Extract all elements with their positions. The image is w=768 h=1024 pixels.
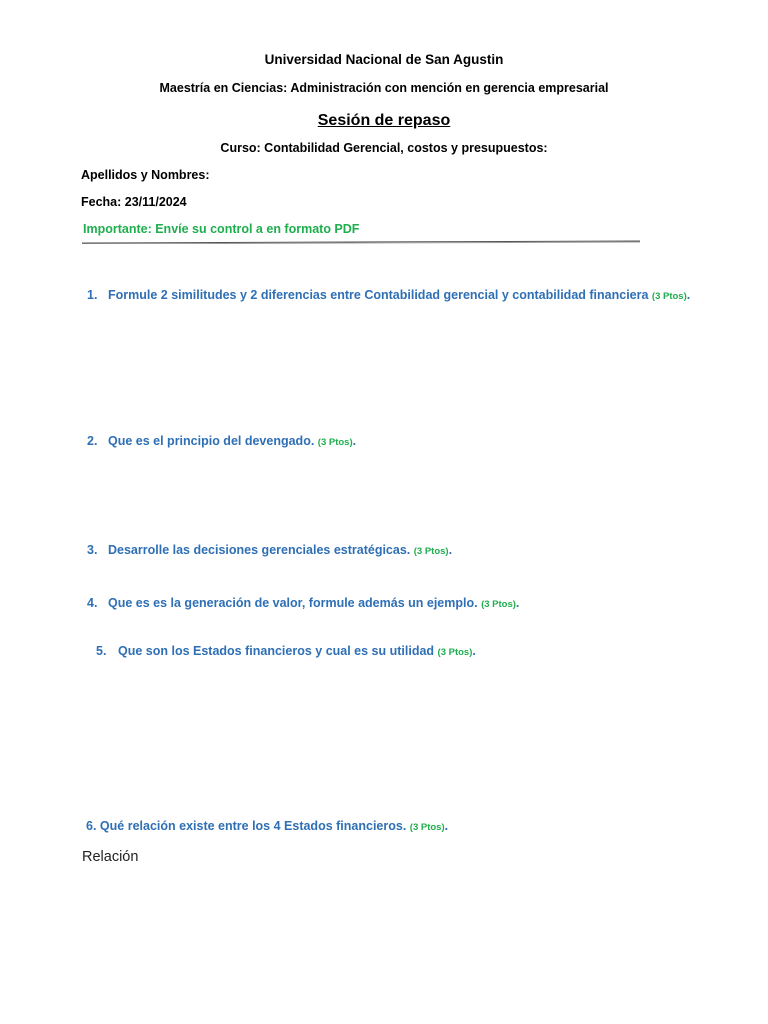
question-end: . [472, 644, 476, 658]
question-points: (3 Ptos) [481, 599, 516, 610]
course-name: Curso: Contabilidad Gerencial, costos y presupuestos: [220, 141, 548, 155]
question-points: (3 Ptos) [413, 546, 449, 557]
university-name: Universidad Nacional de San Agustin [264, 52, 504, 67]
question-end: . [444, 819, 449, 833]
question-5 [96, 644, 476, 658]
question-text: Que es el principio del devengado. [108, 434, 315, 448]
question-end: . [686, 288, 691, 302]
question-number: 4. [87, 596, 98, 610]
question-text: Desarrolle las decisiones gerenciales estratégicas. [108, 543, 411, 557]
question-end: . [448, 543, 453, 557]
question-points: (3 Ptos) [437, 647, 473, 658]
question-number: 6. [86, 819, 97, 833]
date-field: Fecha: 23/11/2024 [81, 195, 187, 209]
question-text: Qué relación existe entre los 4 Estados financieros. [99, 819, 407, 833]
header-divider [82, 240, 640, 244]
question-end: . [515, 596, 520, 610]
question-end: . [352, 434, 357, 448]
names-field-label: Apellidos y Nombres: [81, 168, 210, 182]
question-2 [87, 434, 356, 448]
question-text: Que son los Estados financieros y cual es su utilidad [118, 644, 435, 658]
question-points: (3 Ptos) [651, 291, 687, 302]
question-3 [87, 543, 452, 557]
question-1 [87, 288, 690, 302]
question-6 [86, 819, 448, 833]
question-points: (3 Ptos) [409, 822, 445, 833]
important-notice: Importante: Envíe su control a en formato PDF [83, 222, 360, 236]
question-number: 2. [87, 434, 98, 448]
question-number: 3. [87, 543, 98, 557]
question-text: Que es es la generación de valor, formule además un ejemplo. [108, 596, 478, 610]
answer-text: Relación [82, 849, 139, 865]
question-number: 5. [96, 644, 107, 658]
question-4 [87, 596, 519, 610]
page-title: Sesión de repaso [317, 112, 451, 129]
question-text: Formule 2 similitudes y 2 diferencias entre Contabilidad gerencial y contabilidad financiera [108, 288, 649, 302]
question-points: (3 Ptos) [317, 437, 353, 448]
question-number: 1. [87, 288, 98, 302]
program-name: Maestría en Ciencias: Administración con mención en gerencia empresarial [159, 81, 609, 95]
